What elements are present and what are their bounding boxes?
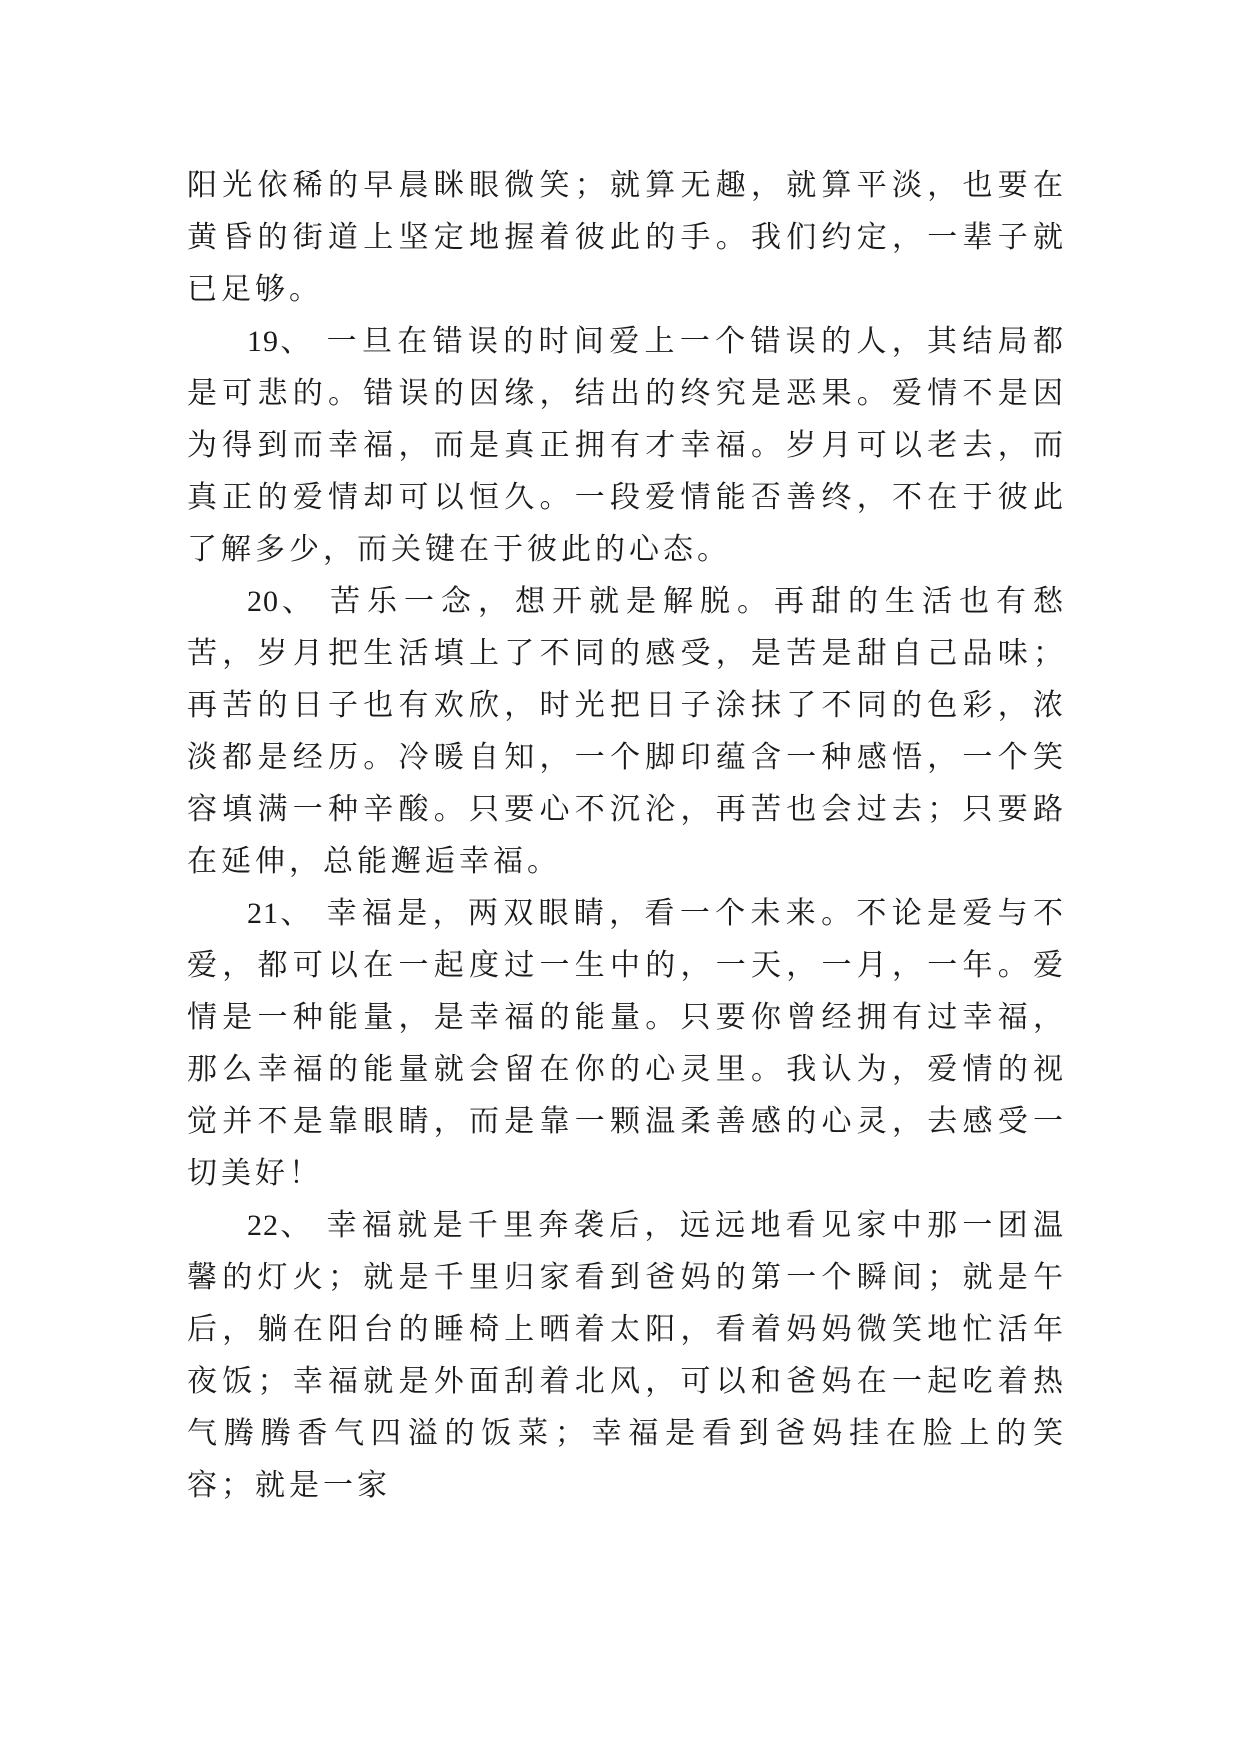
paragraph-text: 幸福就是千里奔袭后，远远地看见家中那一团温馨的灯火；就是千里归家看到爸妈的第一个瞬间；就是午后，躺在阳台的睡椅上晒着太阳，看着妈妈微笑地忙活年夜饭；幸福就是外面刮着北风，可以和爸妈在一起吃着热气腾腾香气四溢的饭菜；幸福是看到爸妈挂在脸上的笑容；就是一家 <box>187 1208 1068 1503</box>
paragraph-21 <box>187 888 1067 1200</box>
paragraph-number: 22、 <box>247 1209 313 1242</box>
paragraph-number: 19、 <box>247 325 313 358</box>
paragraph-22 <box>187 1200 1067 1512</box>
paragraph-text: 阳光依稀的早晨眯眼微笑；就算无趣，就算平淡，也要在黄昏的街道上坚定地握着彼此的手。我们约定，一辈子就已足够。 <box>187 168 1067 307</box>
paragraph-number: 21、 <box>247 897 313 930</box>
paragraph-20 <box>187 576 1067 888</box>
paragraph <box>187 160 1067 316</box>
paragraph-text: 苦乐一念，想开就是解脱。再甜的生活也有愁苦，岁月把生活填上了不同的感受，是苦是甜自己品味；再苦的日子也有欢欣，时光把日子涂抹了不同的色彩，浓淡都是经历。冷暖自知，一个脚印蕴含一种感悟，一个笑容填满一种辛酸。只要心不沉沦，再苦也会过去；只要路在延伸，总能邂逅幸福。 <box>187 584 1067 879</box>
paragraph-text: 幸福是，两双眼睛，看一个未来。不论是爱与不爱，都可以在一起度过一生中的，一天，一月，一年。爱情是一种能量，是幸福的能量。只要你曾经拥有过幸福，那么幸福的能量就会留在你的心灵里。我认为，爱情的视觉并不是靠眼睛，而是靠一颗温柔善感的心灵，去感受一切美好！ <box>187 896 1068 1191</box>
paragraph-number: 20、 <box>247 585 316 618</box>
paragraph-text: 一旦在错误的时间爱上一个错误的人，其结局都是可悲的。错误的因缘，结出的终究是恶果。爱情不是因为得到而幸福，而是真正拥有才幸福。岁月可以老去，而真正的爱情却可以恒久。一段爱情能否善终，不在于彼此了解多少，而关键在于彼此的心态。 <box>187 324 1068 567</box>
paragraph-19 <box>187 316 1067 576</box>
document-body <box>187 160 1067 1512</box>
